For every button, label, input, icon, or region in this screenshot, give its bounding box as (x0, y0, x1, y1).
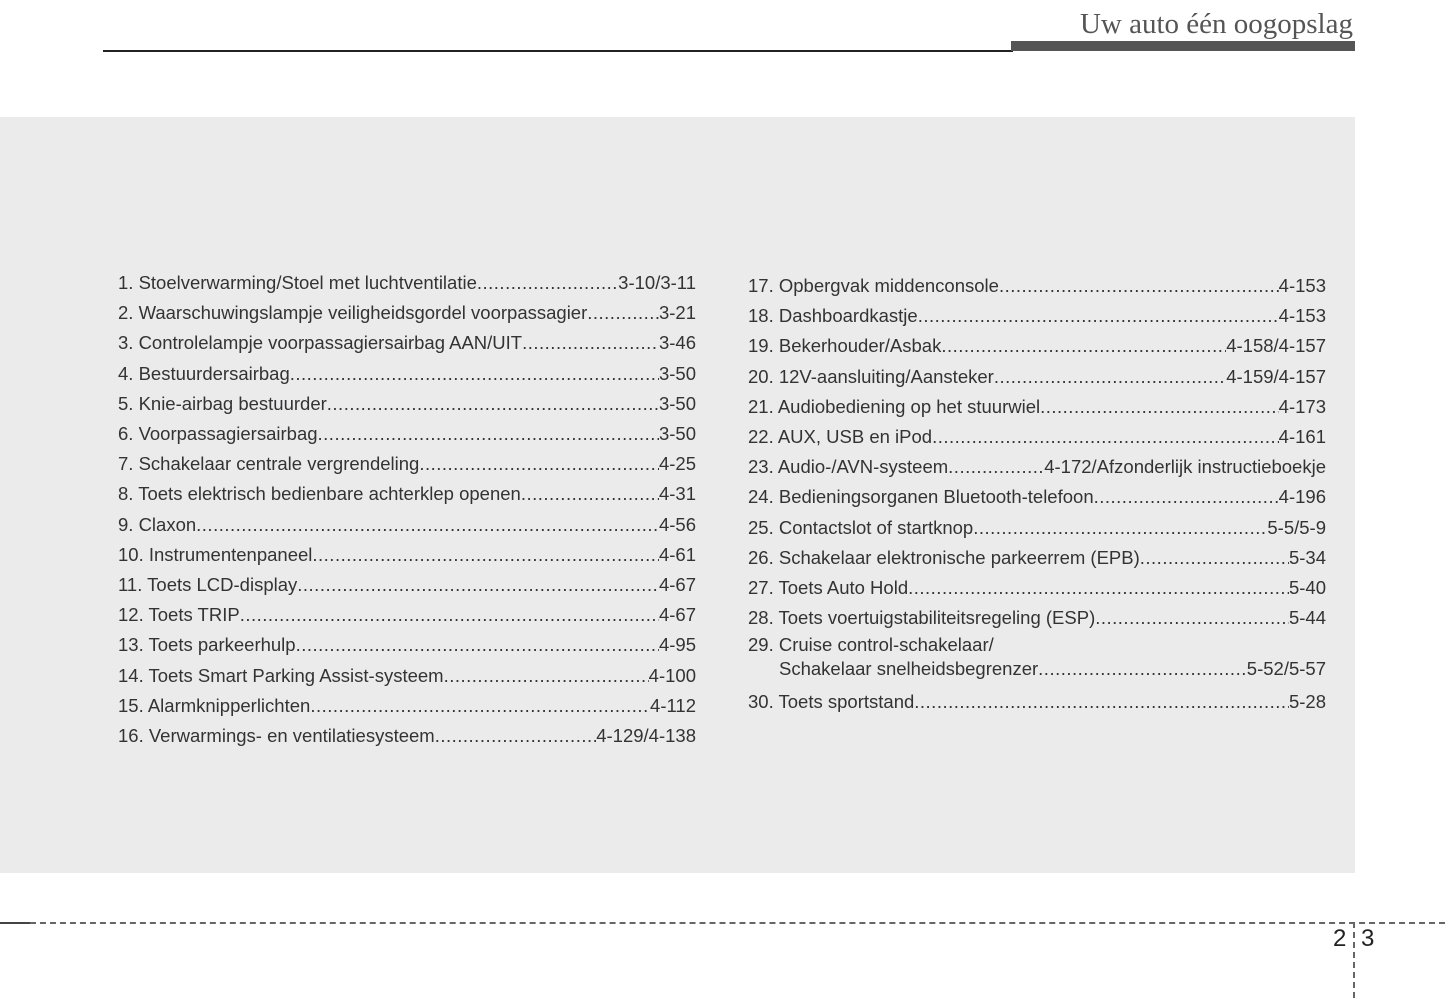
item-page: 4-172/Afzonderlijk instructieboekje (1044, 456, 1326, 478)
index-item (748, 362, 1326, 392)
index-item (118, 298, 696, 328)
index-item (748, 271, 1326, 301)
dot-leader (941, 331, 1226, 361)
section-title: Uw auto één oogopslag (1079, 8, 1353, 40)
dot-leader (290, 359, 659, 389)
item-label: 14. Toets Smart Parking Assist-systeem (118, 664, 444, 686)
item-page: 4-67 (658, 604, 696, 626)
item-page: 4-159/4-157 (1226, 365, 1326, 387)
item-label: 25. Contactslot of startknop (748, 516, 974, 538)
dot-leader (435, 721, 597, 751)
index-item (118, 661, 696, 691)
item-label: 22. AUX, USB en iPod (748, 426, 933, 448)
item-label: 29. Cruise control-schakelaar/ (748, 634, 994, 656)
item-label-cont: Schakelaar snelheidsbegrenzer (779, 658, 1039, 680)
item-label: 8. Toets elektrisch bedienbare achterklep openen (118, 483, 521, 505)
item-label: 24. Bedieningsorganen Bluetooth-telefoon (748, 486, 1094, 508)
item-page: 4-158/4-157 (1226, 335, 1326, 357)
dot-leader (932, 422, 1279, 452)
item-label: 4. Bestuurdersairbag (118, 362, 290, 384)
item-label: 21. Audiobediening op het stuurwiel (748, 395, 1041, 417)
item-label: 10. Instrumentenpaneel (118, 543, 313, 565)
item-label: 9. Claxon (118, 513, 197, 535)
index-item (748, 301, 1326, 331)
item-page: 5-5/5-9 (1267, 516, 1326, 538)
dot-leader (240, 600, 659, 630)
index-item (748, 573, 1326, 603)
index-item (118, 721, 696, 751)
item-label: 19. Bekerhouder/Asbak (748, 335, 942, 357)
dot-leader (327, 389, 659, 419)
dot-leader (999, 271, 1279, 301)
item-label: 27. Toets Auto Hold (748, 577, 909, 599)
item-page: 3-46 (658, 332, 696, 354)
item-page: 4-56 (658, 513, 696, 535)
footer-solid-rule (0, 922, 30, 924)
item-page: 4-100 (648, 664, 696, 686)
dot-leader (1140, 543, 1289, 573)
item-page: 3-50 (658, 362, 696, 384)
item-page: 3-50 (658, 392, 696, 414)
dot-leader (1038, 657, 1247, 681)
dot-leader (297, 570, 659, 600)
item-page: 4-129/4-138 (596, 725, 696, 747)
item-label: 5. Knie-airbag bestuurder (118, 392, 327, 414)
item-page: 4-61 (658, 543, 696, 565)
dot-leader (312, 540, 659, 570)
page-number: 3 (1361, 925, 1375, 952)
item-page: 4-196 (1278, 486, 1326, 508)
dot-leader (973, 513, 1267, 543)
left-index-column (118, 268, 696, 751)
dot-leader (587, 298, 659, 328)
dot-leader (1040, 392, 1279, 422)
index-item (748, 633, 1326, 687)
item-label: 23. Audio-/AVN-systeem (748, 456, 949, 478)
item-page: 4-173 (1278, 395, 1326, 417)
dot-leader (908, 573, 1289, 603)
item-page: 4-25 (658, 453, 696, 475)
item-label: 30. Toets sportstand (748, 691, 915, 713)
index-item (118, 479, 696, 509)
dot-leader (522, 328, 659, 358)
index-item (748, 603, 1326, 633)
index-item (748, 331, 1326, 361)
item-page: 4-31 (658, 483, 696, 505)
item-label: 7. Schakelaar centrale vergrendeling (118, 453, 420, 475)
footer-dashed-rule (0, 922, 1445, 924)
index-item (748, 513, 1326, 543)
dot-leader (948, 452, 1044, 482)
index-item (748, 422, 1326, 452)
index-item (118, 570, 696, 600)
page-divider (1353, 922, 1355, 998)
item-page: 4-161 (1278, 426, 1326, 448)
item-page: 3-21 (658, 302, 696, 324)
dot-leader (914, 687, 1289, 717)
item-label: 12. Toets TRIP (118, 604, 240, 626)
item-page: 4-67 (658, 574, 696, 596)
item-label: 1. Stoelverwarming/Stoel met luchtventilatie (118, 272, 477, 293)
dot-leader (296, 630, 659, 660)
dot-leader (419, 449, 659, 479)
index-item (118, 359, 696, 389)
dot-leader (521, 479, 659, 509)
index-item (118, 389, 696, 419)
dot-leader (994, 362, 1226, 392)
dot-leader (444, 661, 649, 691)
item-page: 3-10/3-11 (618, 272, 696, 293)
item-page: 5-44 (1288, 607, 1326, 629)
dot-leader (310, 691, 650, 721)
dot-leader (918, 301, 1279, 331)
item-page: 4-153 (1278, 305, 1326, 327)
item-page: 4-112 (650, 694, 696, 716)
item-label: 20. 12V-aansluiting/Aansteker (748, 365, 994, 387)
item-label: 11. Toets LCD-display (118, 574, 298, 596)
header-rule (103, 50, 1013, 52)
index-item (748, 392, 1326, 422)
index-item (118, 691, 696, 721)
dot-leader (318, 419, 659, 449)
item-label: 28. Toets voertuigstabiliteitsregeling (ESP) (748, 607, 1096, 629)
item-label: 6. Voorpassagiersairbag (118, 423, 318, 445)
item-label: 13. Toets parkeerhulp (118, 634, 296, 656)
item-label: 18. Dashboardkastje (748, 305, 918, 327)
page-number-chapter: 2 (1333, 925, 1347, 952)
item-label: 16. Verwarmings- en ventilatiesysteem (118, 725, 435, 747)
item-page: 4-95 (658, 634, 696, 656)
index-item (748, 687, 1326, 717)
index-item (748, 482, 1326, 512)
item-page: 3-50 (658, 423, 696, 445)
item-label: 15. Alarmknipperlichten (118, 694, 311, 716)
item-page: 5-40 (1288, 577, 1326, 599)
item-page: 5-34 (1288, 546, 1326, 568)
index-item (748, 543, 1326, 573)
index-item (118, 419, 696, 449)
item-page: 5-52/5-57 (1246, 658, 1326, 680)
index-item (748, 452, 1326, 482)
dot-leader (1095, 603, 1289, 633)
index-item (118, 540, 696, 570)
index-item (118, 328, 696, 358)
dot-leader (477, 268, 618, 298)
dot-leader (196, 510, 659, 540)
header-bar (1011, 41, 1355, 51)
right-index-column (748, 271, 1326, 718)
item-page: 4-153 (1278, 275, 1326, 296)
index-item (118, 449, 696, 479)
dot-leader (1094, 482, 1279, 512)
index-item (118, 268, 696, 298)
item-page: 5-28 (1288, 691, 1326, 713)
item-label: 3. Controlelampje voorpassagiersairbag AAN/UIT (118, 332, 523, 354)
item-label: 26. Schakelaar elektronische parkeerrem (EPB) (748, 546, 1140, 568)
item-label: 2. Waarschuwingslampje veiligheidsgordel voorpassagier (118, 302, 588, 324)
index-item (118, 600, 696, 630)
item-label: 17. Opbergvak middenconsole (748, 275, 999, 296)
index-item (118, 510, 696, 540)
index-item (118, 630, 696, 660)
